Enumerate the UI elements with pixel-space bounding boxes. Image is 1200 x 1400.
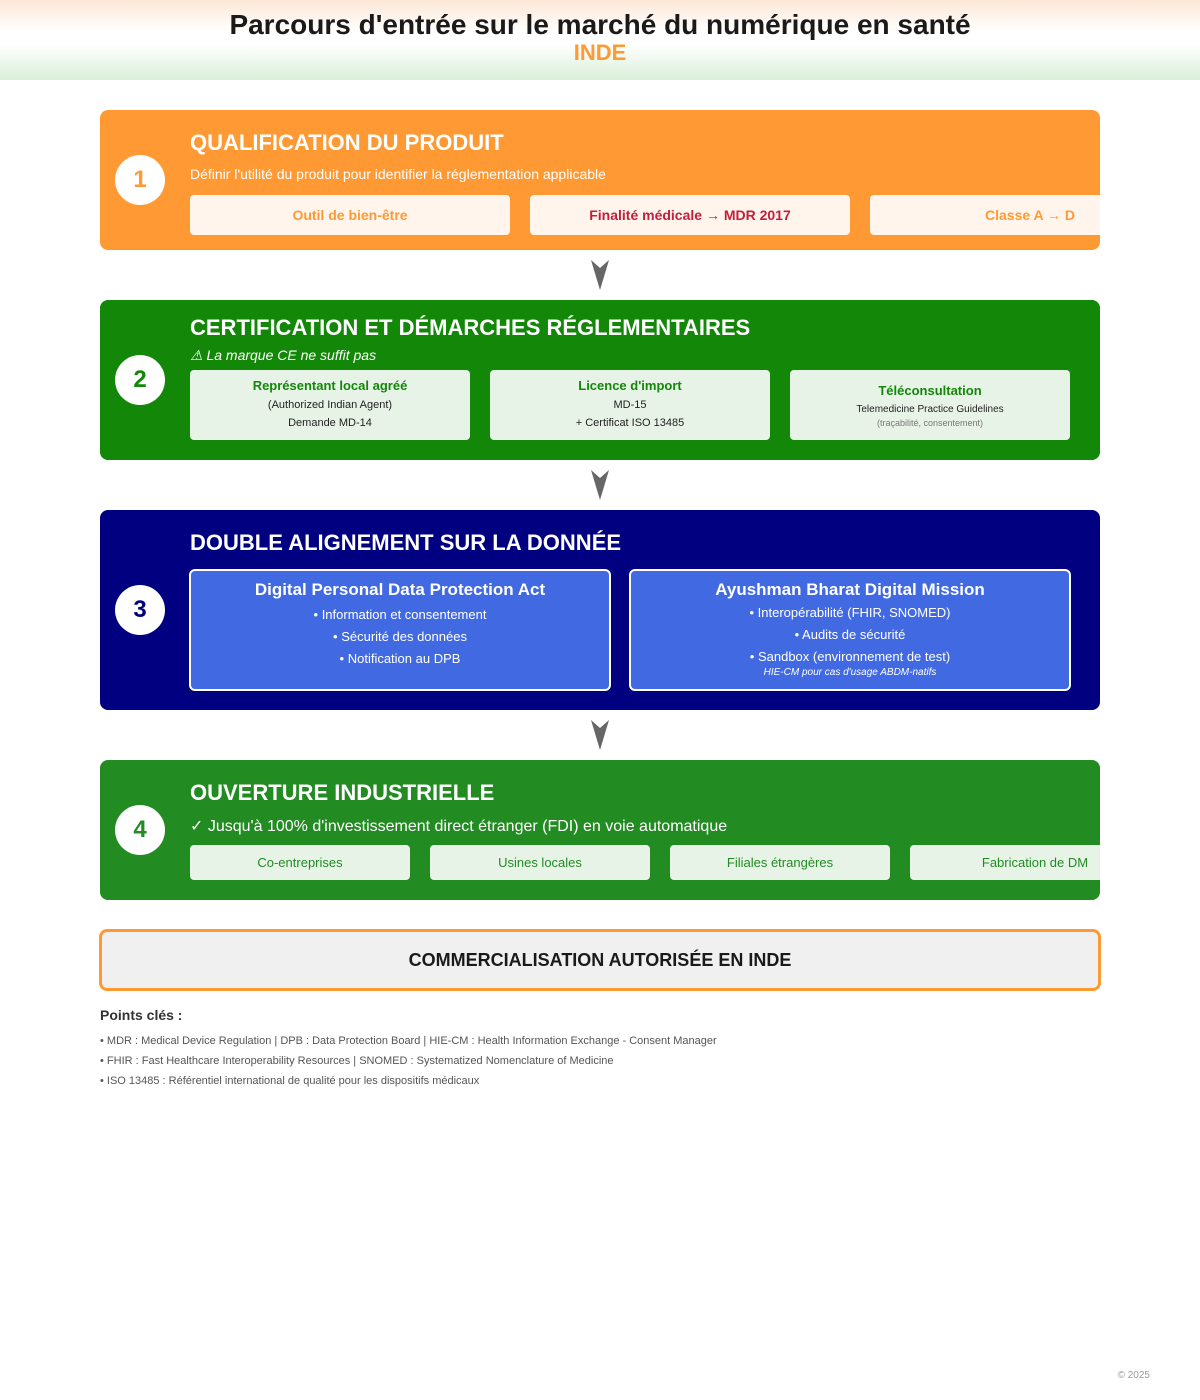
stage-title: OUVERTURE INDUSTRIELLE — [190, 780, 495, 805]
down-arrow-icon — [590, 468, 610, 502]
box-title: Digital Personal Data Protection Act — [254, 580, 546, 599]
copyright-text: © 2025 — [1117, 1370, 1150, 1381]
box-line: MD-15 — [613, 399, 647, 411]
list-item: • Audits de sécurité — [794, 627, 906, 642]
page-header — [0, 0, 1200, 80]
stage-title: QUALIFICATION DU PRODUIT — [190, 130, 504, 155]
ce-warning-text: ⚠ La marque CE ne suffit pas — [190, 347, 377, 363]
dpdp-act-box — [189, 569, 611, 691]
key-point-item: • ISO 13485 : Référentiel international de qualité pour les dispositifs médicaux — [100, 1075, 480, 1087]
stage-number: 4 — [115, 805, 165, 855]
stage-2-certification — [100, 300, 1100, 460]
local-agent-box — [190, 370, 470, 440]
device-class-box: Classe A → D — [870, 195, 1100, 235]
key-point-item: • FHIR : Fast Healthcare Interoperability Resources | SNOMED : Systematized Nomenclature of Medicine — [100, 1055, 614, 1067]
wellness-tool-box: Outil de bien-être — [190, 195, 510, 235]
stage-3-data-alignment — [100, 510, 1100, 710]
list-item: • Interopérabilité (FHIR, SNOMED) — [749, 605, 951, 620]
commercialization-authorized-box: COMMERCIALISATION AUTORISÉE EN INDE — [99, 929, 1101, 991]
list-item: • Notification au DPB — [339, 651, 461, 666]
box-title: Téléconsultation — [878, 383, 982, 398]
list-item: • Sandbox (environnement de test) — [749, 649, 951, 664]
stage-4-industrial-opening — [100, 760, 1100, 900]
import-license-box — [490, 370, 770, 440]
down-arrow-icon — [590, 258, 610, 292]
list-item: • Sécurité des données — [333, 629, 467, 644]
joint-ventures-box: Co-entreprises — [190, 845, 410, 880]
box-note: HIE-CM pour cas d'usage ABDM-natifs — [763, 667, 937, 678]
down-arrow-icon — [590, 718, 610, 752]
box-title: Ayushman Bharat Digital Mission — [715, 580, 985, 599]
box-line: + Certificat ISO 13485 — [575, 417, 685, 429]
stage-title: DOUBLE ALIGNEMENT SUR LA DONNÉE — [190, 530, 622, 555]
box-title: Licence d'import — [578, 378, 682, 393]
abdm-box — [629, 569, 1071, 691]
foreign-subsidiaries-box: Filiales étrangères — [670, 845, 890, 880]
page-title: Parcours d'entrée sur le marché du numérique en santé — [229, 9, 971, 40]
page-subtitle: INDE — [573, 40, 627, 65]
fdi-description: ✓ Jusqu'à 100% d'investissement direct étranger (FDI) en voie automatique — [190, 818, 728, 835]
stage-number: 3 — [115, 585, 165, 635]
box-note: (traçabilité, consentement) — [876, 418, 984, 428]
box-title: Représentant local agréé — [252, 378, 408, 393]
key-points-title: Points clés : — [100, 1007, 183, 1023]
box-line: Telemedicine Practice Guidelines — [856, 404, 1004, 415]
list-item: • Information et consentement — [313, 607, 487, 622]
box-line: (Authorized Indian Agent) — [267, 399, 393, 411]
device-manufacturing-box: Fabrication de DM — [910, 845, 1100, 880]
local-factories-box: Usines locales — [430, 845, 650, 880]
stage-number: 1 — [115, 155, 165, 205]
teleconsultation-box — [790, 370, 1070, 440]
stage-number: 2 — [115, 355, 165, 405]
medical-purpose-box: Finalité médicale → MDR 2017 — [530, 195, 850, 235]
stage-1-product-qualification — [100, 110, 1100, 250]
key-point-item: • MDR : Medical Device Regulation | DPB : Data Protection Board | HIE-CM : Health Information Exchange - Consent Manager — [100, 1035, 717, 1047]
box-line: Demande MD-14 — [288, 417, 372, 429]
stage-description: Définir l'utilité du produit pour identifier la réglementation applicable — [190, 166, 606, 182]
stage-title: CERTIFICATION ET DÉMARCHES RÉGLEMENTAIRES — [190, 315, 751, 340]
